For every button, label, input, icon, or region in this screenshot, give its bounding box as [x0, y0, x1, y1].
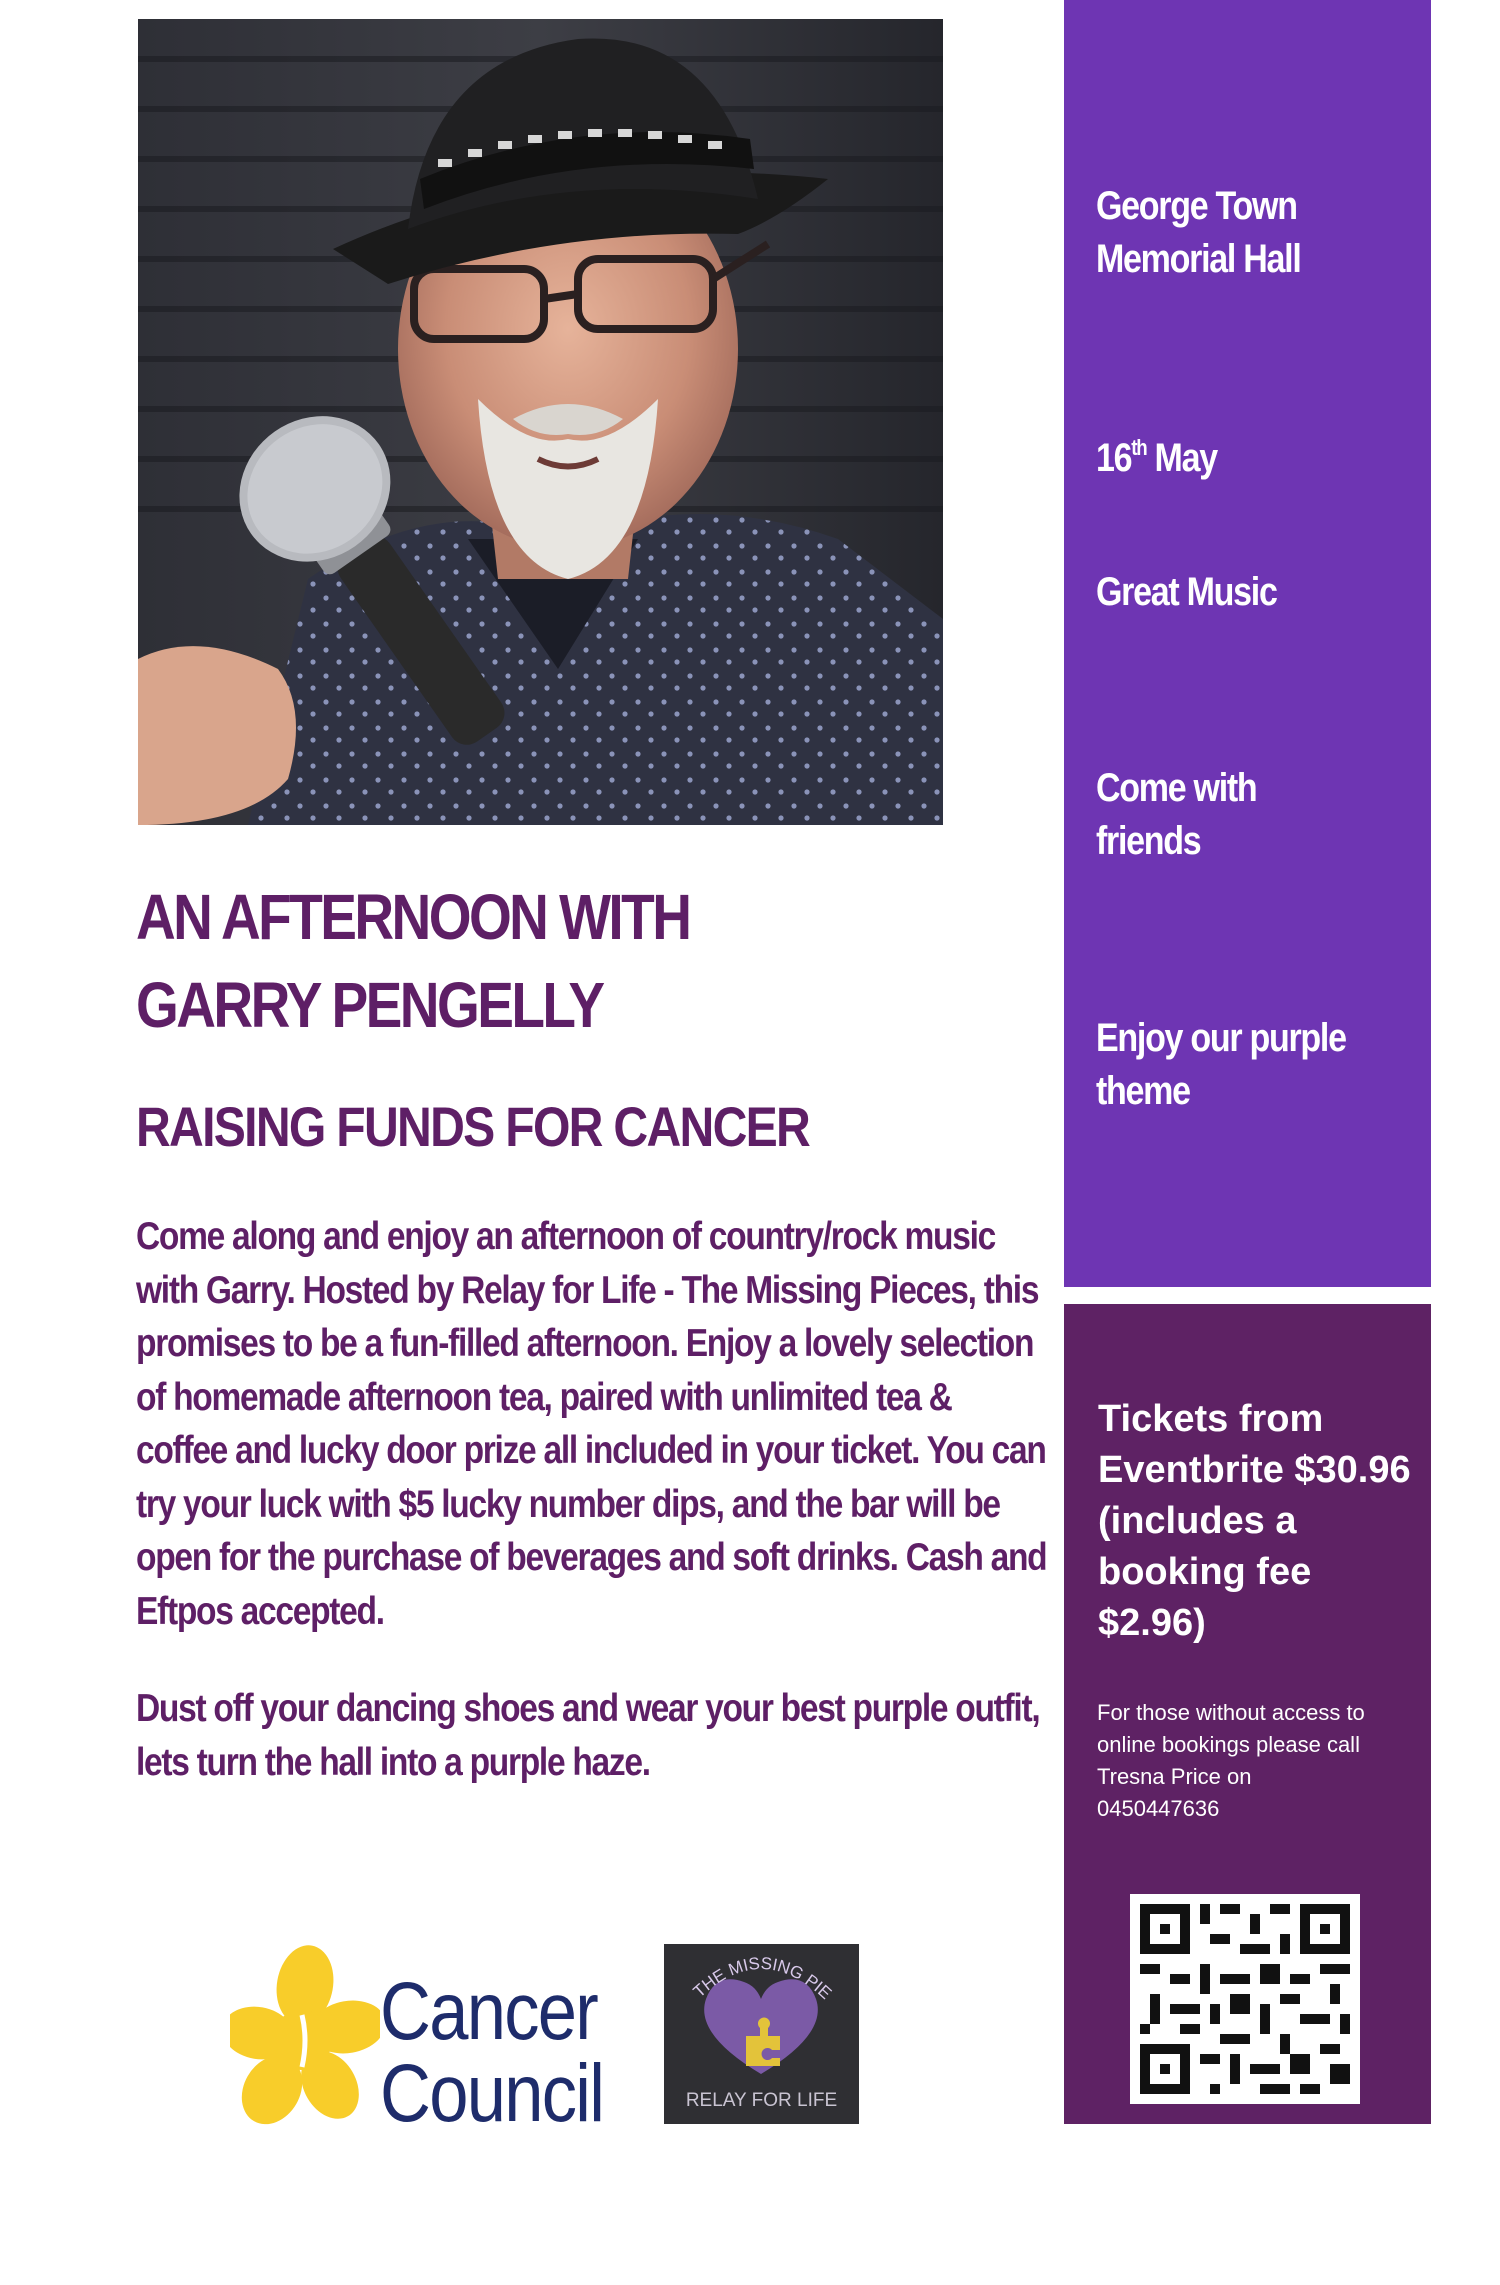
title-line-1: AN AFTERNOON WITH: [136, 881, 690, 953]
cancer-council-wordmark: [380, 1966, 604, 2139]
description-paragraph-2: Dust off your dancing shoes and wear your best purple outfit, lets turn the hall into a purple haze.: [136, 1687, 1040, 1784]
friends-text: Come with friends: [1096, 766, 1257, 863]
event-description: [136, 1210, 1048, 1789]
event-title: [136, 873, 738, 1049]
missing-pieces-label: RELAY FOR LIFE: [685, 2090, 838, 2111]
booking-note: For those without access to online bookings please call Tresna Price on 0450447636: [1097, 1700, 1365, 1821]
title-line-2: GARRY PENGELLY: [136, 969, 603, 1041]
heart-puzzle-icon: [664, 1944, 859, 2094]
event-subtitle: RAISING FUNDS FOR CANCER: [136, 1095, 810, 1158]
description-paragraph-1: Come along and enjoy an afternoon of country/rock music with Garry. Hosted by Relay for Life - The Missing Pieces, this promises to be a fun-filled afternoon. Enjoy a lovely selection of homemade afternoon tea, paired with unlimited tea & coffee and lucky door prize all included in your ticket. You can try your luck with $5 lucky number dips, and the bar will be open for the purchase of beverages and soft drinks. Cash and Eftpos accepted.: [136, 1215, 1047, 1633]
missing-pieces-arc-text: THE MISSING PIE: [689, 1953, 836, 2003]
tickets-panel: [1064, 1304, 1431, 2124]
daffodil-icon: [230, 1945, 380, 2125]
date-day: 16: [1096, 436, 1132, 480]
date-suffix: th: [1131, 435, 1147, 460]
missing-pieces-logo: [664, 1944, 859, 2124]
event-details-panel: [1064, 0, 1431, 1287]
cancer-council-line-2: Council: [380, 2048, 604, 2139]
qr-code[interactable]: [1130, 1894, 1360, 2104]
music-text: Great Music: [1096, 570, 1277, 614]
cancer-council-logo: [230, 1945, 604, 2139]
date-text: [1096, 432, 1368, 485]
date-month: May: [1146, 436, 1217, 480]
cancer-council-line-1: Cancer: [380, 1966, 598, 2057]
singer-photo: [138, 19, 943, 825]
tickets-text: Tickets from Eventbrite $30.96 (includes a booking fee $2.96): [1098, 1398, 1411, 1644]
venue-text: George Town Memorial Hall: [1096, 184, 1301, 281]
theme-text: Enjoy our purple theme: [1096, 1016, 1346, 1113]
